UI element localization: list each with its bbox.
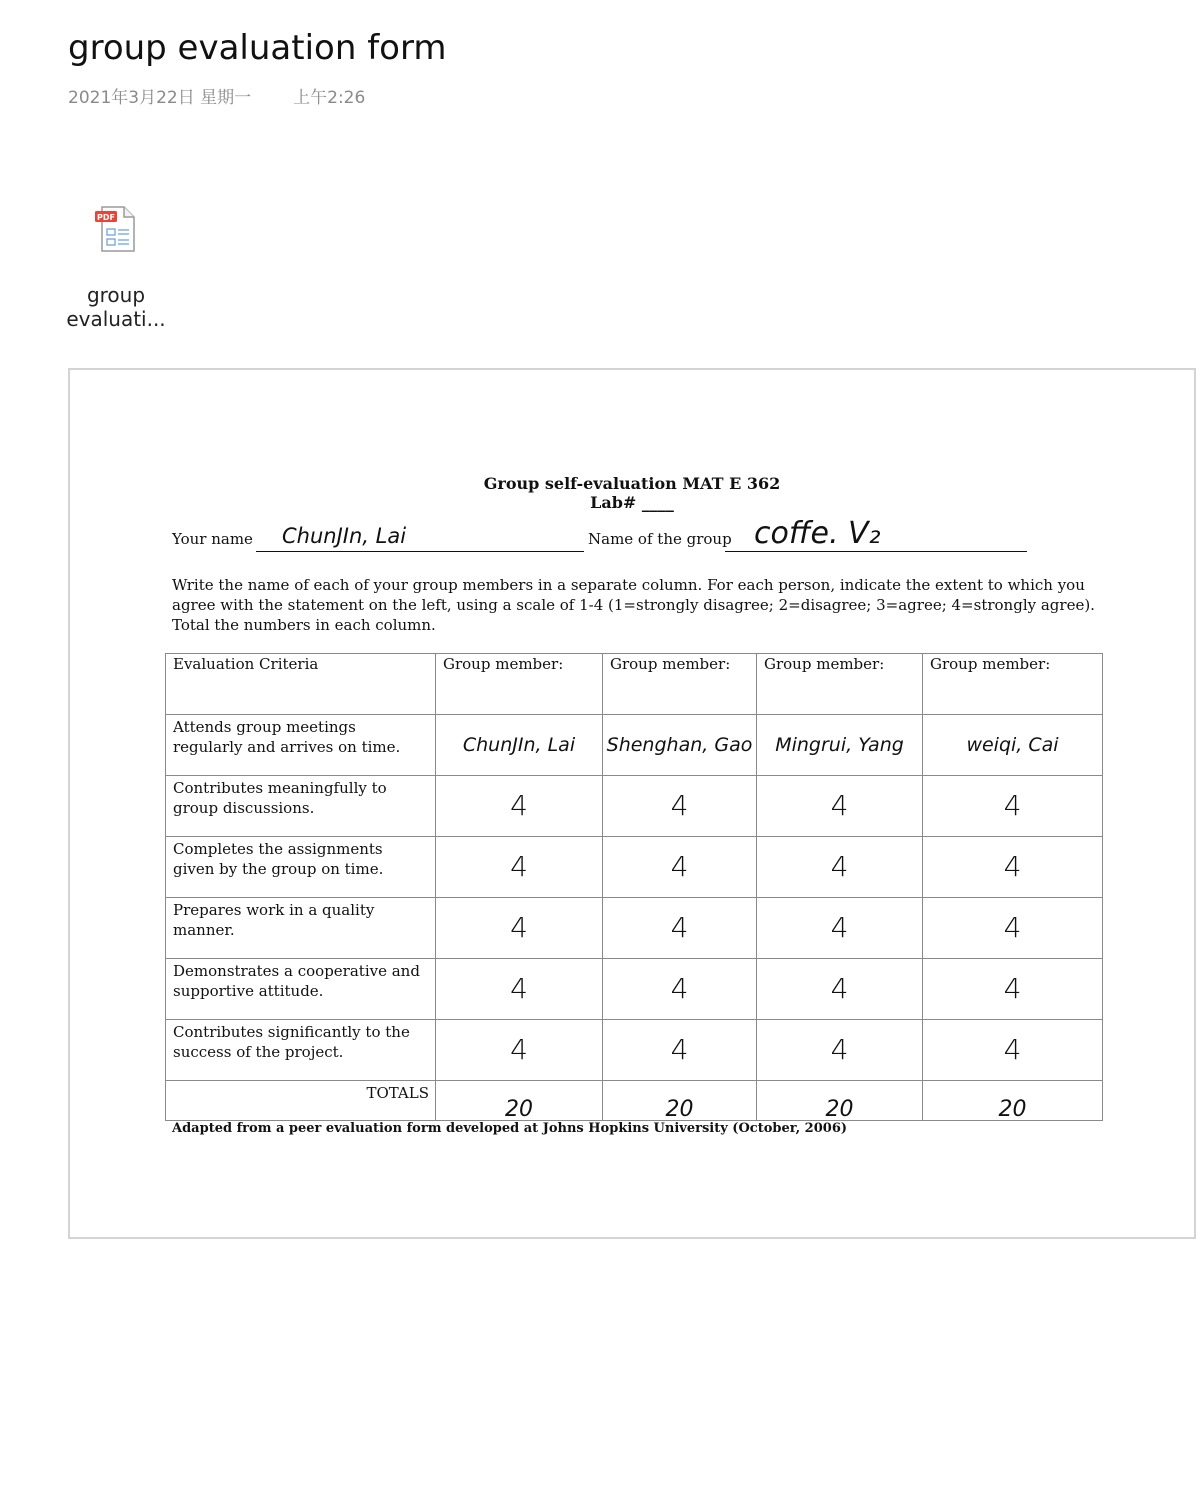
group-name-label: Name of the group (588, 530, 732, 548)
member-name-cell: ChunJIn, Lai (436, 715, 603, 776)
member-header: Group member: (757, 654, 923, 715)
total-cell: 20 (923, 1081, 1103, 1121)
form-instructions: Write the name of each of your group members in a separate column. For each person, indicate the extent to which you agree with the statement on the left, using a scale of 1-4 (1=strongly disagree; 2=disagree; 3=agree; 4=strongly agree). Total the numbers in each column. (172, 576, 1095, 634)
score-cell: 4 (923, 776, 1103, 837)
form-title: Group self-evaluation MAT E 362 (483, 474, 781, 493)
your-name-label: Your name (172, 530, 253, 548)
score-cell: 4 (436, 776, 603, 837)
member-name-cell: Mingrui, Yang (757, 715, 923, 776)
score-cell: 4 (603, 1020, 757, 1081)
form-title-block (70, 474, 1194, 512)
member-header: Group member: (436, 654, 603, 715)
table-row (166, 715, 1103, 776)
score-cell: 4 (603, 898, 757, 959)
member-header: Group member: (603, 654, 757, 715)
your-name-value: ChunJIn, Lai (282, 524, 407, 548)
table-header-row (166, 654, 1103, 715)
totals-label: TOTALS (166, 1081, 436, 1121)
criterion-cell: Prepares work in a quality manner. (166, 898, 436, 959)
note-time: 上午2:26 (293, 88, 366, 108)
score-cell: 4 (436, 898, 603, 959)
table-row (166, 837, 1103, 898)
note-timestamp (68, 83, 365, 108)
group-name-underline (725, 551, 1027, 552)
criterion-cell: Contributes significantly to the success of the project. (166, 1020, 436, 1081)
score-cell: 4 (436, 1020, 603, 1081)
score-cell: 4 (923, 837, 1103, 898)
criterion-cell: Demonstrates a cooperative and supportive attitude. (166, 959, 436, 1020)
table-row (166, 776, 1103, 837)
criterion-cell: Attends group meetings regularly and arrives on time. (166, 715, 436, 776)
score-cell: 4 (923, 898, 1103, 959)
form-footnote: Adapted from a peer evaluation form developed at Johns Hopkins University (October, 2006) (172, 1121, 848, 1136)
pdf-file-icon (94, 205, 138, 253)
group-name-value: coffe. V₂ (754, 516, 881, 551)
member-name-cell: weiqi, Cai (923, 715, 1103, 776)
criterion-cell: Completes the assignments given by the group on time. (166, 837, 436, 898)
score-cell: 4 (757, 898, 923, 959)
member-name-cell: Shenghan, Gao (603, 715, 757, 776)
score-cell: 4 (757, 776, 923, 837)
table-row (166, 898, 1103, 959)
score-cell: 4 (603, 837, 757, 898)
member-header: Group member: (923, 654, 1103, 715)
table-row (166, 959, 1103, 1020)
score-cell: 4 (757, 959, 923, 1020)
score-cell: 4 (436, 959, 603, 1020)
totals-row (166, 1081, 1103, 1121)
your-name-underline (256, 551, 584, 552)
score-cell: 4 (436, 837, 603, 898)
criterion-cell: Contributes meaningfully to group discussions. (166, 776, 436, 837)
total-cell: 20 (436, 1081, 603, 1121)
pdf-preview[interactable] (68, 368, 1196, 1239)
criteria-header: Evaluation Criteria (166, 654, 436, 715)
attachment-filename: group evaluati... (66, 283, 166, 331)
form-page (70, 370, 1194, 1237)
lab-number: Lab# ____ (590, 493, 674, 512)
pdf-attachment[interactable] (60, 205, 172, 331)
score-cell: 4 (923, 1020, 1103, 1081)
total-cell: 20 (603, 1081, 757, 1121)
total-cell: 20 (757, 1081, 923, 1121)
score-cell: 4 (603, 776, 757, 837)
score-cell: 4 (603, 959, 757, 1020)
pdf-badge-text: PDF (97, 212, 115, 222)
table-row (166, 1020, 1103, 1081)
score-cell: 4 (757, 1020, 923, 1081)
score-cell: 4 (757, 837, 923, 898)
evaluation-table (165, 653, 1103, 1121)
score-cell: 4 (923, 959, 1103, 1020)
note-date: 2021年3月22日 星期一 (68, 88, 252, 108)
note-title: group evaluation form (68, 28, 447, 68)
